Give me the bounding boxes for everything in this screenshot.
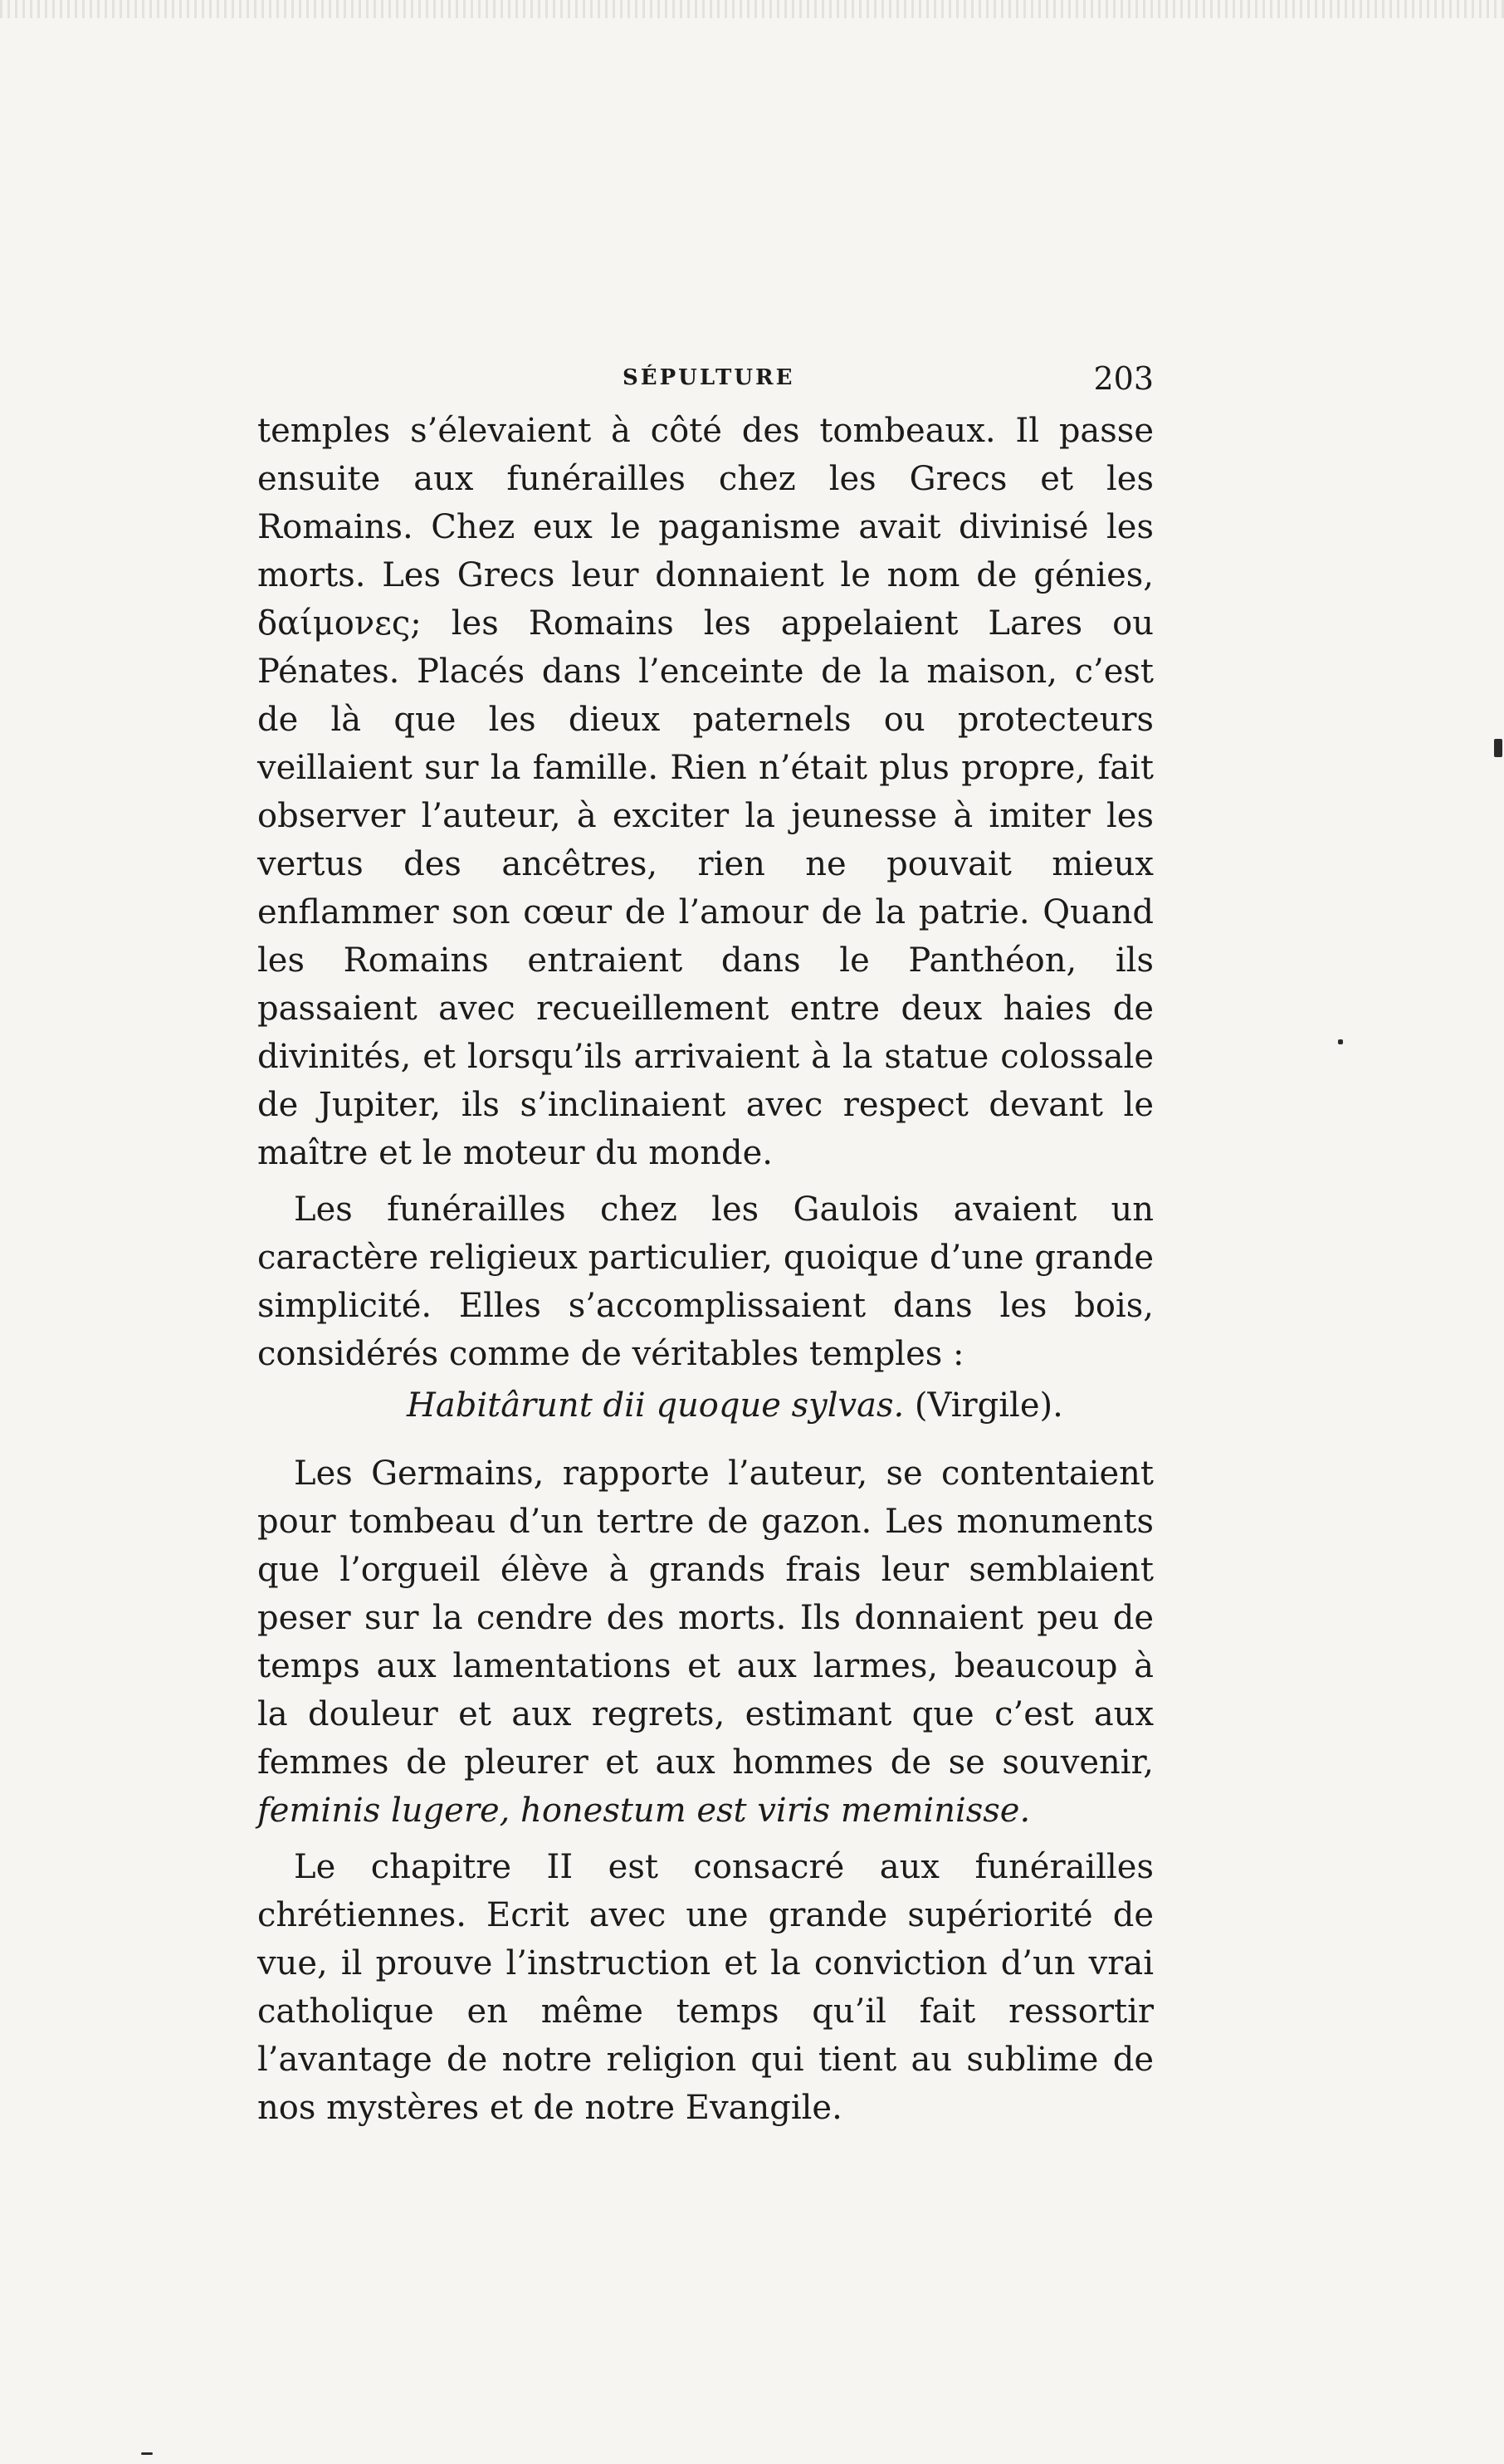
running-title: SÉPULTURE bbox=[623, 365, 795, 390]
paragraph-3-text: Les Germains, rapporte l’auteur, se contentaient pour tombeau d’un tertre de gazon. Les monuments que l’orgueil élève à grands frais leur semblaient peser sur la cendre des morts. Ils donnaient peu de temps aux lamentations et aux larmes, beaucoup à la douleur et aux regrets, estimant que c’est aux femmes de pleurer et aux hommes de se souvenir, bbox=[257, 1454, 1154, 1782]
page-header bbox=[257, 360, 1154, 407]
bottom-edge-mark bbox=[141, 2452, 153, 2455]
page-number: 203 bbox=[1093, 360, 1154, 397]
paragraph-3 bbox=[257, 1450, 1154, 1835]
paragraph-4: Le chapitre II est consacré aux funérailles chrétiennes. Ecrit avec une grande supériorité de vue, il prouve l’instruction et la conviction d’un vrai catholique en même temps qu’il fait ressortir l’avantage de notre religion qui tient au sublime de nos mystères et de notre Evangile. bbox=[257, 1848, 1154, 2127]
paragraph-3-latin: feminis lugere, honestum est viris meminisse. bbox=[257, 1792, 1031, 1830]
margin-dot-mark bbox=[1338, 1039, 1343, 1044]
quote-latin-text: Habitârunt dii quoque sylvas. bbox=[407, 1386, 905, 1425]
paragraph-1: temples s’élevaient à côté des tombeaux. Il passe ensuite aux funérailles chez les Grecs et les Romains. Chez eux le paganisme avait divinisé les morts. Les Grecs leur donnaient le nom de génies, δαίμονες; les Romains les appelaient Lares ou Pénates. Placés dans l’enceinte de la maison, c’est de là que les dieux paternels ou protecteurs veillaient sur la famille. Rien n’était plus propre, fait observer l’auteur, à exciter la jeunesse à imiter les vertus des ancêtres, rien ne pouvait mieux enflammer son cœur de l’amour de la patrie. Quand les Romains entraient dans le Panthéon, ils passaient avec recueillement entre deux haies de divinités, et lorsqu’ils arrivaient à la statue colossale de Jupiter, ils s’inclinaient avec respect devant le maître et le moteur du monde. bbox=[257, 412, 1154, 1172]
quote-source: (Virgile). bbox=[914, 1386, 1063, 1425]
body-text bbox=[257, 407, 1154, 2132]
paragraph-2: Les funérailles chez les Gaulois avaient un caractère religieux particulier, quoique d’une grande simplicité. Elles s’accomplissaient dans les bois, considérés comme de véritables temples : bbox=[257, 1190, 1154, 1373]
scan-edge-noise bbox=[0, 0, 1504, 18]
latin-quote bbox=[257, 1381, 1154, 1430]
margin-ink-mark bbox=[1494, 739, 1502, 757]
